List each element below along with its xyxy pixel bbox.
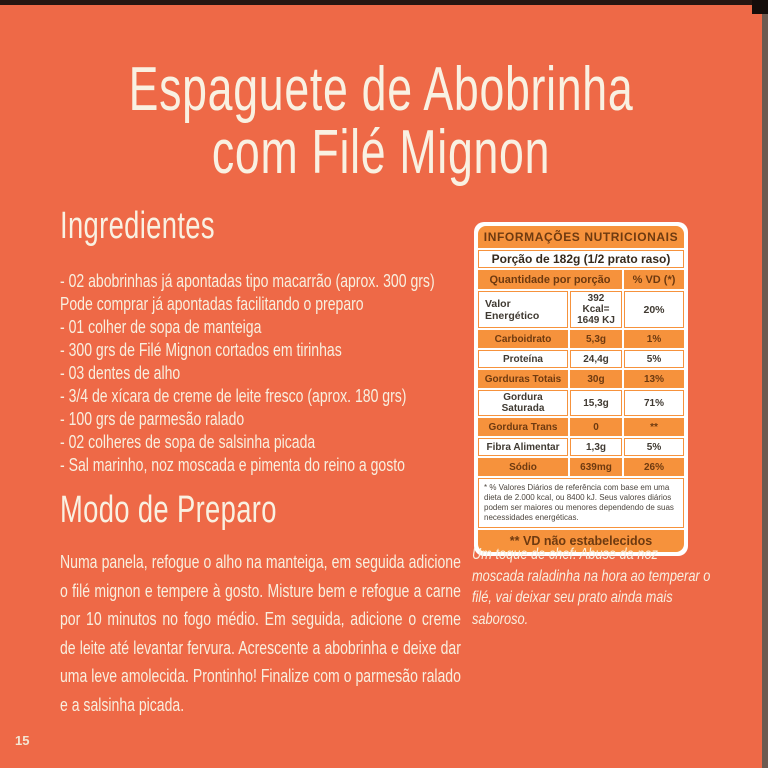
nutrition-vd-note: ** VD não estabelecidos — [478, 530, 684, 552]
ingredient-line: - 100 grs de parmesão ralado — [60, 409, 245, 429]
nutrient-vd: 26% — [624, 458, 684, 476]
chef-tip: Um toque de chef: Abuse da noz moscada raladinha na hora ao temperar o filé, vai deixar seu prato ainda mais saboroso. — [472, 546, 711, 628]
nutrition-energy-value-line2: 1649 KJ — [577, 315, 615, 326]
ingredient-line: - 01 colher de sopa de manteiga — [60, 317, 262, 337]
nutrient-vd: 71% — [624, 390, 684, 416]
preparation-text: Numa panela, refogue o alho na manteiga, em seguida adicione o filé mignon e tempere à gosto. Misture bem e refogue a carne por 10 minutos no fogo médio. Em seguida, adicione o creme de leite até levantar fervura. Acrescente a abobrinha e deixe dar uma leve amolecida. Prontinho! Finalize com o parmesão ralado e a salsinha picada. — [60, 552, 461, 715]
nutrient-vd: 1% — [624, 330, 684, 348]
page-title — [0, 55, 762, 187]
ingredient-line: - 03 dentes de alho — [60, 363, 181, 383]
ingredients-section — [60, 206, 470, 477]
nutrition-row — [478, 458, 684, 476]
nutrition-energy-vd: 20% — [624, 291, 684, 328]
nutrient-value: 15,3g — [570, 390, 622, 416]
nutrition-table — [474, 222, 688, 556]
nutrient-label: Gorduras Totais — [478, 370, 568, 388]
scan-edge-right — [762, 0, 768, 768]
page-number: 15 — [15, 733, 30, 748]
nutrient-value: 1,3g — [570, 438, 622, 456]
nutrient-vd: 5% — [624, 438, 684, 456]
nutrient-label: Proteína — [478, 350, 568, 368]
nutrition-energy-value-line1: 392 Kcal= — [582, 293, 610, 315]
nutrition-portion: Porção de 182g (1/2 prato raso) — [478, 250, 684, 268]
nutrition-row — [478, 390, 684, 416]
page-title-line-1: Espaguete de Abobrinha — [128, 55, 634, 124]
ingredient-line: - 02 colheres de sopa de salsinha picada — [60, 432, 316, 452]
nutrient-value: 639mg — [570, 458, 622, 476]
ingredient-line: - Sal marinho, noz moscada e pimenta do reino a gosto — [60, 455, 405, 475]
nutrient-value: 30g — [570, 370, 622, 388]
preparation-heading: Modo de Preparo — [60, 489, 277, 531]
nutrient-label: Fibra Alimentar — [478, 438, 568, 456]
ingredient-line: Pode comprar já apontadas facilitando o preparo — [60, 294, 364, 314]
nutrient-label: Carboidrato — [478, 330, 568, 348]
nutrient-vd: ** — [624, 418, 684, 436]
nutrition-col-vd: % VD (*) — [624, 270, 684, 289]
nutrition-row — [478, 418, 684, 436]
nutrition-col-quantity: Quantidade por porção — [478, 270, 622, 289]
ingredient-line: - 300 grs de Filé Mignon cortados em tirinhas — [60, 340, 342, 360]
nutrient-vd: 13% — [624, 370, 684, 388]
page-title-line-2: com Filé Mignon — [211, 118, 551, 187]
nutrient-value: 5,3g — [570, 330, 622, 348]
ingredient-line: - 3/4 de xícara de creme de leite fresco (aprox. 180 grs) — [60, 386, 407, 406]
nutrient-value: 24,4g — [570, 350, 622, 368]
nutrition-energy-value — [570, 291, 622, 328]
ingredient-line: - 02 abobrinhas já apontadas tipo macarrão (aprox. 300 grs) — [60, 271, 435, 291]
nutrition-energy-label: Valor Energético — [478, 291, 568, 328]
scan-edge-top — [0, 0, 768, 5]
nutrition-row — [478, 330, 684, 348]
nutrient-label: Gordura Trans — [478, 418, 568, 436]
nutrition-row — [478, 438, 684, 456]
nutrient-value: 0 — [570, 418, 622, 436]
nutrient-label: Sódio — [478, 458, 568, 476]
nutrition-row — [478, 370, 684, 388]
nutrient-vd: 5% — [624, 350, 684, 368]
scan-edge-corner — [752, 0, 768, 14]
nutrition-title: INFORMAÇÕES NUTRICIONAIS — [478, 226, 684, 248]
nutrient-label: Gordura Saturada — [478, 390, 568, 416]
nutrition-footnote: * % Valores Diários de referência com base em uma dieta de 2.000 kcal, ou 8400 kJ. Seus valores diários podem ser maiores ou menores dependendo de suas necessidades energéticas. — [478, 478, 684, 528]
ingredients-heading: Ingredientes — [60, 205, 215, 247]
nutrition-energy-row — [478, 291, 684, 328]
ingredients-list — [60, 270, 470, 477]
nutrition-row — [478, 350, 684, 368]
